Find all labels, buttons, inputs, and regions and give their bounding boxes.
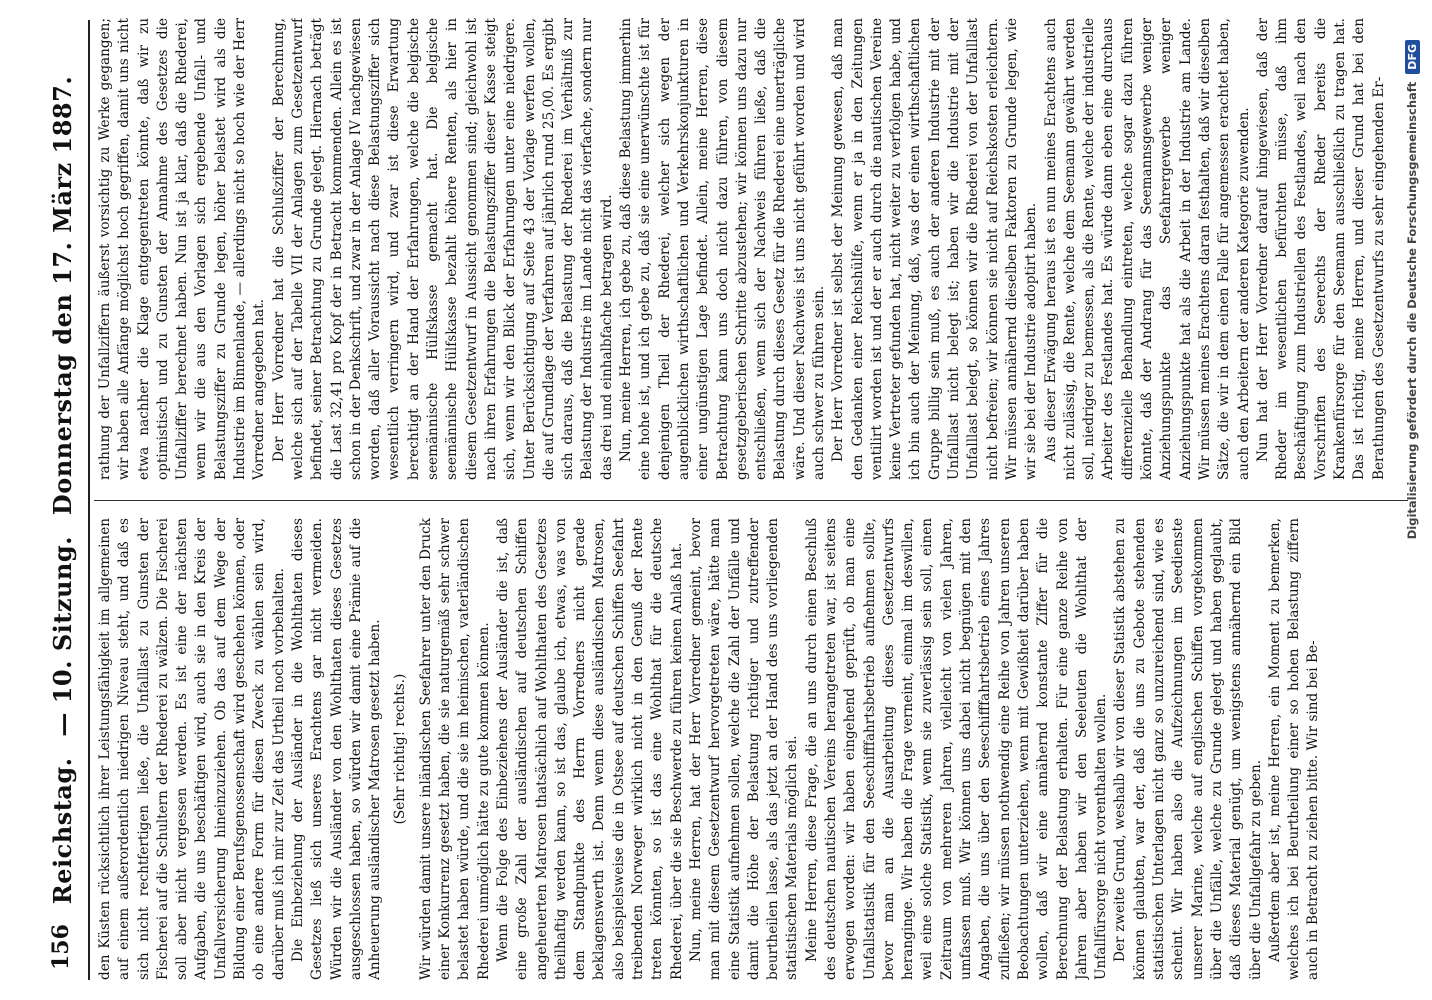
paragraph: Aus dieser Erwägung heraus ist es nun meines Erachtens auch nicht zulässig, die Rente, welche dem Seemann gewährt werden soll, niedriger zu bemessen, als die Rente, welche der industrielle Arbeiter des Festlandes hat. Es würde dann eben eine durchaus differenzielle Behandlung eintreten, welche sogar dazu führen könnte, daß der Andrang für das Seemannsgewerbe weniger Anziehungspunkte das Seefahrergewerbe weniger Anziehungspunkte hat als die Arbeit in der Industrie am Lande. Wir müssen meines Erachtens daran festhalten, daß wir dieselben Sätze, die wir in dem einen Falle für angemessen erachtet haben, auch den Arbeitern der anderen Kategorie zuwenden.	[1042, 18, 1252, 480]
paragraph: Nun, meine Herren, ich gebe zu, daß diese Belastung immerhin eine hohe ist, und ich gebe zu, daß sie eine unerwünschte ist für denjenigen Theil der Rhederei, welcher sich wegen der augenblicklichen wirthschaftlichen und Verkehrskonjunkturen in einer ungünstigen Lage befindet. Allein, meine Herren, diese Betrachtung kann uns doch nicht dazu führen, von diesem gesetzgeberischen Schritte abzustehen; wir können uns dazu nur entschließen, wenn sich der Nachweis führen ließe, daß die Belastung durch dieses Gesetz für die Rhederei eine unerträgliche wäre. Und dieser Nachweis ist uns nicht geführt worden und wird auch schwer zu führen sein.	[618, 18, 827, 480]
running-header	[48, 40, 77, 940]
paragraph: Wenn die Folge des Einbeziehens der Ausländer die ist, daß eine große Zahl der ausländischen auf deutschen Schiffen angeheuerten Matrosen thatsächlich auf Wohlthaten des Gesetzes theilhaftig werden kann, so ist das, glaube ich, etwas, was von dem Standpunkte des Herrn Vorredners nicht gerade beklagenswerth ist. Denn wenn diese ausländischen Matrosen, also beispielsweise die in Ostsee auf deutschen Schiffen Seefahrt treibenden Norweger wirklich nicht in den Genuß der Rente treten könnten, so ist das eine Wohlthat für die deutsche Rhederei, über die sie Beschwerde zu führen keinen Anlaß hat.	[494, 518, 685, 980]
paragraph: Der Herr Vorredner hat die Schlußziffer der Berechnung, welche sich auf der Tabelle VII der Anlagen zum Gesetzentwurf befindet, seiner Betrachtung zu Grunde gelegt. Hiernach beträgt die Last 32,41 pro Kopf der in Betracht kommenden. Allein es ist schon in der Denkschrift, und zwar in der Anlage IV nachgewiesen worden, daß aller Voraussicht nach diese Belastungsziffer sich wesentlich verringern wird, und zwar ist diese Erwartung berechtigt an der Hand der Erfahrungen, welche die belgische seemännische Hülfskasse gemacht hat. Die belgische seemännische Hülfskasse bezahlt höhere Renten, als hier in diesem Gesetzentwurf in Aussicht genommen sind; gleichwohl ist nach ihren Erfahrungen die Belastungsziffer dieser Kasse steigt sich, wenn wir den Blick der Erfahrungen unter eine niedrigere. Unter Berücksichtigung auf Seite 43 der Vorlage werfen wollen, die auf Grundlage der Verfahren auf jährlich rund 25,00. Es ergibt sich daraus, daß die Belastung der Rhederei im Verhältniß zur Belastung der Industrie im Lande nicht das vierfache, sondern nur das drei und einhalbfache betragen wird.	[270, 18, 615, 480]
paragraph: Nun hat der Herr Vorredner darauf hingewiesen, daß der Rheder im wesentlichen befürchten müsse, daß ihm Beschäftigung zum Industriellen des Festlandes, weil nach den Vorschriften des Seerechts der Rheder bereits die Krankenfürsorge für den Seemann ausschließlich zu tragen hat. Das ist richtig, meine Herren, und dieser Grund hat bei den Berathungen des Gesetzentwurfs zu sehr eingehenden Er-	[1254, 18, 1387, 480]
paragraph: den Küsten rücksichtlich ihrer Leistungsfähigkeit im allgemeinen auf einem außerordentlich niedrigen Niveau steht, und daß es sich nicht rechtfertigen ließe, die Unfalllast zu Gunsten der Fischerei auf die Schultern der Rhederei zu wälzen. Die Fischerei soll aber nicht vergessen werden. Es ist eine der nächsten Aufgaben, die uns beschäftigen wird, auch sie in den Kreis der Unfallversicherung hineinzuziehen. Ob das auf dem Wege der Bildung einer Berufsgenossenschaft wird geschehen können, oder ob eine andere Form für diesen Zweck zu wählen sein wird, darüber muß ich mir zur Zeit das Urtheil noch vorbehalten.	[97, 518, 287, 980]
paragraph: Der zweite Grund, weshalb wir von dieser Statistik abstehen zu können glaubten, war der, daß die uns zu Gebote stehenden statistischen Unterlagen nicht ganz so unzureichend sind, wie es scheint. Wir haben also die Aufzeichnungen im Seedienste unserer Marine, welche auf englischen Schiffen vorgekommen über die Unfälle, welche zu Grunde gelegt und haben geglaubt, daß dieses Material genügt, um wenigstens annähernd ein Bild über die Unfallgefahr zu geben.	[1112, 518, 1264, 980]
dfg-logo: DFG	[1405, 40, 1420, 74]
column-divider	[94, 500, 1408, 501]
digitization-credit	[1405, 40, 1420, 960]
left-column	[96, 518, 1408, 980]
credit-text: Digitalisierung gefördert durch die Deutsche Forschungsgemeinschaft	[1405, 81, 1419, 540]
paragraph: Die Einbeziehung der Ausländer in die Wohlthaten dieses Gesetzes ließ sich unseres Erachtens gar nicht vermeiden. Würden wir die Ausländer von den Wohlthaten dieses Gesetzes ausgeschlossen haben, so würden wir damit eine Prämie auf die Anheuerung ausländischer Matrosen gesetzt haben.	[289, 518, 384, 980]
page-number: 156	[48, 924, 74, 970]
paragraph: Der Herr Vorredner ist selbst der Meinung gewesen, daß man den Gedanken einer Reichshülfe, wenn er ja in den Zeitungen ventilirt worden ist und der er auch durch die nautischen Vereine keine Vertreter gefunden hat, nicht weiter zu verfolgen habe, und ich bin auch der Meinung, daß, was der einen wirthschaftlichen Gruppe billig sein muß, es auch der anderen Industrie mit der Unfalllast nicht belegt ist; haben wir die Industrie mit der Unfalllast belegt, so können wir die Rhederei von der Unfalllast nicht befreien; wir können sie nicht auf Reichskosten erleichtern. Wir müssen annähernd dieselben Faktoren zu Grunde legen, wie wir sie bei der Industrie adoptirt haben.	[830, 18, 1040, 480]
header-rule	[88, 20, 90, 980]
paragraph: Außerdem aber ist, meine Herren, ein Moment zu bemerken, welches ich bei Beurtheilung einer so hohen Belastung ziffern auch in Betracht zu ziehen bitte. Wir sind bei Be-	[1266, 518, 1322, 980]
header-mid: — 10. Sitzung.	[48, 535, 77, 737]
paragraph: rathung der Unfallziffern äußerst vorsichtig zu Werke gegangen; wir haben alle Anfänge möglichst hoch gegriffen, damit uns nicht etwa nachher die Klage entgegentreten könnte, daß wir zu optimistisch und zu Gunsten der Annahme des Gesetzes die Unfallziffer berechnet haben. Nun ist ja klar, daß die Rhederei, wenn wir die aus den Vorlagen sich ergebende Unfall- und Belastungsziffer zu Grunde legen, höher belastet wird als die Industrie im Binnenlande, — allerdings nicht so hoch wie der Herr Vorredner angegeben hat.	[97, 18, 268, 480]
header-right: Donnerstag den 17. März 1887.	[48, 75, 77, 516]
paragraph: (Sehr richtig! rechts.)	[392, 673, 409, 825]
header-left: Reichstag.	[48, 757, 77, 905]
right-column	[96, 18, 1408, 480]
paragraph: Wir würden damit unsere inländischen Seefahrer unter den Druck einer Konkurrenz gesetzt haben, die sie naturgemäß sehr schwer belastet haben würde, und die sie im heimischen, vaterländischen Rhederei unmöglich hätte zu gute kommen können.	[417, 518, 492, 980]
paragraph: Meine Herren, diese Frage, die an uns durch einen Beschluß des deutschen nautischen Vereins herangetreten war, ist seitens erwogen worden: wir haben eingehend geprüft, ob man eine Unfallstatistik für den Seeschifffahrtsbetrieb aufnehmen sollte, bevor man an die Ausarbeitung dieses Gesetzentwurfs heranginge. Wir haben die Frage verneint, einmal im deswillen, weil eine solche Statistik, wenn sie zuverlässig sein soll, einen Zeitraum von mehreren Jahren, vielleicht von vielen Jahren, umfassen muß. Wir können uns dabei nicht begnügen mit den Angaben, die uns über den Seeschifffahrtsbetrieb eines Jahres zufließen; wir müssen nothwendig eine Reihe von Jahren unseren Beobachtungen unterziehen, wenn mit Gewißheit darüber haben wollen, daß wir eine annähernd konstante Ziffer für die Berechnung der Belastung erhalten. Für eine ganze Reihe von Jahren aber haben wir den Seeleuten die Wohlthat der Unfallfürsorge nicht vorenthalten wollen.	[803, 518, 1110, 980]
paragraph: Nun, meine Herren, hat der Herr Vorredner gemeint, bevor man mit diesem Gesetzentwurf hervorgetreten wäre, hätte man eine Statistik aufnehmen sollen, welche die Zahl der Unfälle und damit die Höhe der Belastung richtiger und zutreffender beurtheilen lasse, als das jetzt an der Hand des uns vorliegenden statistischen Materials möglich sei.	[687, 518, 801, 980]
